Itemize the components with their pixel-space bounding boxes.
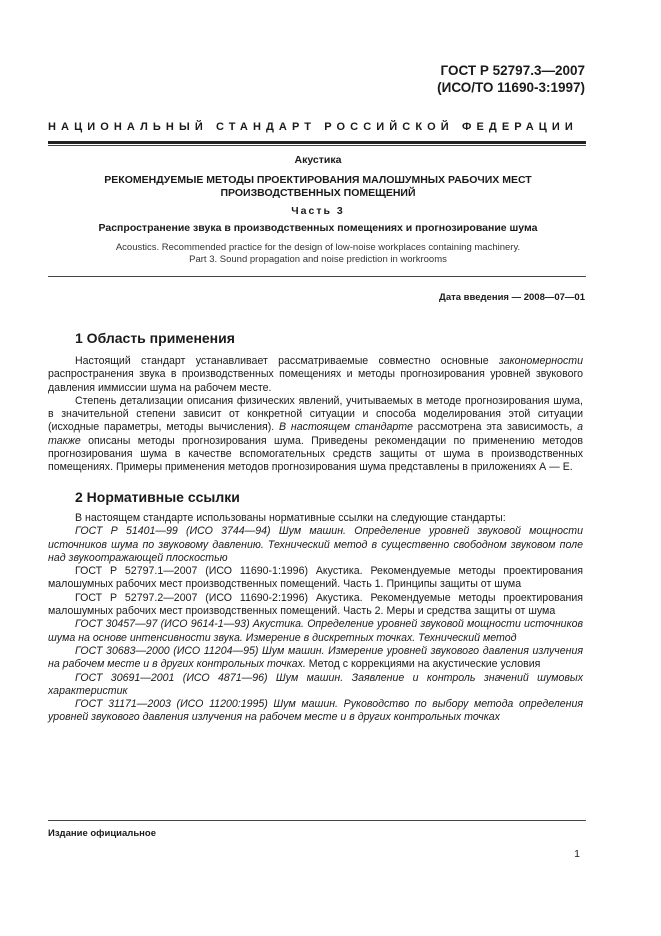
main-title <box>48 174 588 200</box>
section-2-heading: 2 Нормативные ссылки <box>75 489 240 505</box>
main-title-line1: РЕКОМЕНДУЕМЫЕ МЕТОДЫ ПРОЕКТИРОВАНИЯ МАЛОШУМНЫХ РАБОЧИХ МЕСТ <box>104 174 532 186</box>
reference-item: ГОСТ Р 52797.2—2007 (ИСО 11690-2:1996) Акустика. Рекомендуемые методы проектирования малошумных рабочих мест производственных помещений. Часть 2. Меры и средства защиты от шума <box>48 591 583 618</box>
english-title-line1: Acoustics. Recommended practice for the design of low-noise workplaces containing machinery. <box>115 242 521 253</box>
reference-item: ГОСТ Р 51401—99 (ИСО 3744—94) Шум машин. Определение уровней звуковой мощности источников шума по звуковому давлению. Технический метод в существенно свободном звуковом поле над звукоотражающей плоскостью <box>48 525 583 564</box>
title-subject: Акустика <box>294 154 342 166</box>
reference-item: ГОСТ 30691—2001 (ИСО 4871—96) Шум машин. Заявление и контроль значений шумовых характеристик <box>48 671 583 697</box>
reference-item: ГОСТ 31171—2003 (ИСО 11200:1995) Шум машин. Руководство по выбору метода определения уровней звукового давления излучения на рабочем месте и в других контрольных точках <box>48 698 583 724</box>
document-designation <box>437 62 585 96</box>
part-number: Часть 3 <box>291 205 345 217</box>
section-1-heading: 1 Область применения <box>75 330 235 346</box>
main-title-line2: ПРОИЗВОДСТВЕННЫХ ПОМЕЩЕНИЙ <box>220 187 416 199</box>
section-1-body <box>48 355 583 475</box>
english-title <box>48 242 588 266</box>
references-intro: В настоящем стандарте использованы нормативные ссылки на следующие стандарты: <box>75 512 506 524</box>
designation-gost: ГОСТ Р 52797.3—2007 <box>440 63 585 78</box>
official-edition-label: Издание официальное <box>48 828 156 839</box>
section-1-paragraph-2: Степень детализации описания физических явлений, учитываемых в методе прогнозирования шума, в значительной степени зависит от конкретной ситуации и способа моделирования этой ситуации (исходные параметры, методы вычисления). В настоящем стандарте рассмотрена эта зависимость, а также описаны методы прогнозирования шума. Приведены рекомендации по применению методов прогнозирования шума в качестве вспомогательных средств защиты от шума в производственных помещениях. Примеры применения методов прогнозирования шума представлены в приложениях А — Е. <box>48 394 583 474</box>
part-title: Распространение звука в производственных помещениях и прогнозирование шума <box>98 222 538 234</box>
reference-item: ГОСТ 30457—97 (ИСО 9614-1—93) Акустика. Определение уровней звуковой мощности источников шума на основе интенсивности звука. Измерение в дискретных точках. Технический метод <box>48 618 583 644</box>
header-rule-heavy <box>48 141 586 144</box>
section-1-paragraph-1: Настоящий стандарт устанавливает рассматриваемые совместно основные закономерности распространения звука в производственных помещениях и методы прогнозирования уровней звукового давления иммиссии шума на рабочем месте. <box>48 355 583 394</box>
national-standard-heading: НАЦИОНАЛЬНЫЙ СТАНДАРТ РОССИЙСКОЙ ФЕДЕРАЦИИ <box>48 121 578 133</box>
english-title-line2: Part 3. Sound propagation and noise prediction in workrooms <box>189 254 447 265</box>
title-rule <box>48 276 586 277</box>
page-number: 1 <box>574 848 580 860</box>
reference-item: ГОСТ 30683—2000 (ИСО 11204—95) Шум машин. Измерение уровней звукового давления излучения на рабочем месте и в других контрольных точках. Метод с коррекциями на акустические условия <box>48 644 583 671</box>
designation-iso: (ИСО/ТО 11690-3:1997) <box>437 80 585 95</box>
footer-rule <box>48 820 586 821</box>
header-rule-light <box>48 145 586 146</box>
introduction-date: Дата введения — 2008—07—01 <box>439 292 585 303</box>
reference-item: ГОСТ Р 52797.1—2007 (ИСО 11690-1:1996) Акустика. Рекомендуемые методы проектирования малошумных рабочих мест производственных помещений. Часть 1. Принципы защиты от шума <box>48 565 583 591</box>
section-2-body <box>48 512 583 725</box>
